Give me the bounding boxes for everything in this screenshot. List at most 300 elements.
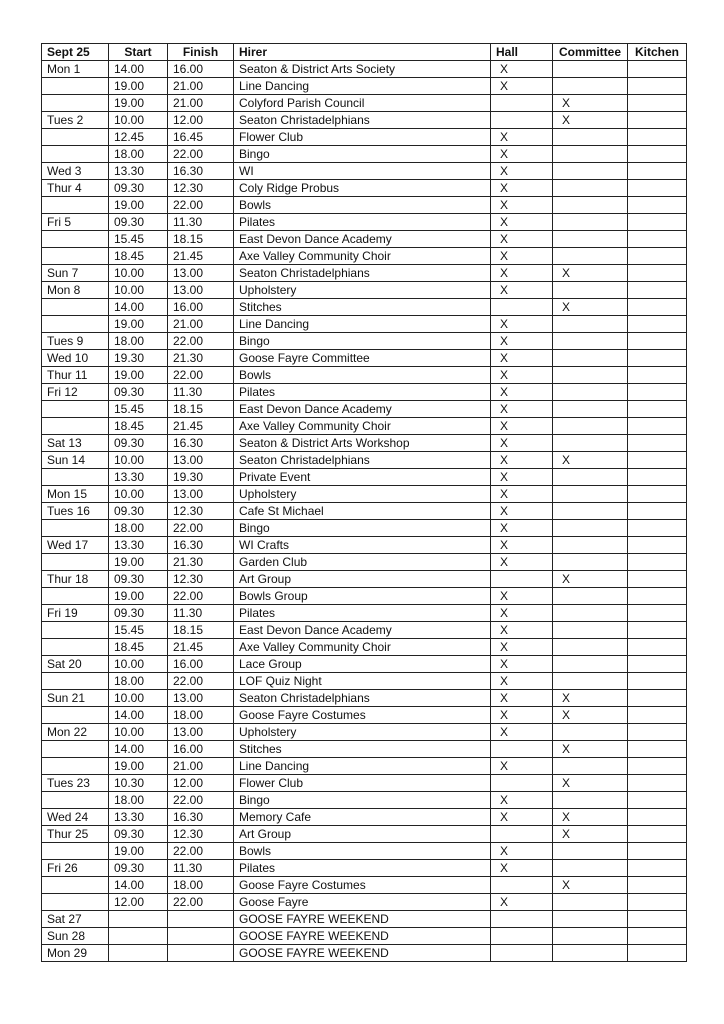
cell-start: 19.00	[109, 95, 168, 112]
cell-hirer: Line Dancing	[234, 316, 491, 333]
cell-date: Wed 24	[42, 809, 109, 826]
cell-committee	[553, 758, 628, 775]
cell-kitchen	[628, 78, 687, 95]
cell-hirer: Bowls	[234, 367, 491, 384]
header-committee: Committee	[553, 44, 628, 61]
cell-start: 19.00	[109, 554, 168, 571]
cell-hall: X	[491, 622, 553, 639]
cell-kitchen	[628, 826, 687, 843]
table-row	[42, 350, 687, 367]
cell-kitchen	[628, 775, 687, 792]
cell-start: 09.30	[109, 180, 168, 197]
cell-finish: 22.00	[168, 673, 234, 690]
cell-start: 10.00	[109, 724, 168, 741]
cell-kitchen	[628, 724, 687, 741]
cell-date	[42, 95, 109, 112]
cell-start: 15.45	[109, 231, 168, 248]
cell-date	[42, 622, 109, 639]
table-row	[42, 112, 687, 129]
cell-finish: 21.45	[168, 639, 234, 656]
cell-hall: X	[491, 656, 553, 673]
cell-date: Fri 26	[42, 860, 109, 877]
cell-finish: 18.15	[168, 231, 234, 248]
cell-kitchen	[628, 537, 687, 554]
cell-committee	[553, 333, 628, 350]
cell-hall: X	[491, 214, 553, 231]
cell-kitchen	[628, 265, 687, 282]
cell-finish: 18.15	[168, 401, 234, 418]
cell-hirer: Goose Fayre	[234, 894, 491, 911]
cell-hall	[491, 877, 553, 894]
cell-hall: X	[491, 843, 553, 860]
cell-finish: 16.30	[168, 163, 234, 180]
cell-hall: X	[491, 61, 553, 78]
cell-start: 14.00	[109, 741, 168, 758]
cell-hall: X	[491, 180, 553, 197]
table-row	[42, 401, 687, 418]
cell-hirer: Goose Fayre Costumes	[234, 877, 491, 894]
cell-kitchen	[628, 690, 687, 707]
table-row	[42, 758, 687, 775]
cell-kitchen	[628, 792, 687, 809]
cell-committee	[553, 231, 628, 248]
cell-start: 18.00	[109, 146, 168, 163]
table-row	[42, 945, 687, 962]
cell-committee	[553, 588, 628, 605]
cell-hirer: Axe Valley Community Choir	[234, 418, 491, 435]
cell-hirer: Line Dancing	[234, 758, 491, 775]
cell-kitchen	[628, 622, 687, 639]
cell-start: 18.00	[109, 673, 168, 690]
cell-kitchen	[628, 401, 687, 418]
cell-date	[42, 129, 109, 146]
cell-committee	[553, 724, 628, 741]
cell-date: Thur 11	[42, 367, 109, 384]
cell-committee	[553, 928, 628, 945]
cell-hirer: WI	[234, 163, 491, 180]
cell-committee	[553, 61, 628, 78]
cell-start: 13.30	[109, 809, 168, 826]
cell-date	[42, 78, 109, 95]
cell-kitchen	[628, 197, 687, 214]
cell-kitchen	[628, 452, 687, 469]
cell-hirer: Bowls Group	[234, 588, 491, 605]
cell-hirer: Pilates	[234, 384, 491, 401]
header-start: Start	[109, 44, 168, 61]
cell-kitchen	[628, 129, 687, 146]
cell-finish: 19.30	[168, 469, 234, 486]
cell-finish: 12.30	[168, 180, 234, 197]
cell-hirer: Seaton & District Arts Society	[234, 61, 491, 78]
cell-hirer: East Devon Dance Academy	[234, 401, 491, 418]
cell-hall: X	[491, 367, 553, 384]
cell-hall: X	[491, 707, 553, 724]
cell-hirer: Art Group	[234, 571, 491, 588]
cell-start: 13.30	[109, 537, 168, 554]
table-row	[42, 418, 687, 435]
cell-start: 10.00	[109, 282, 168, 299]
cell-kitchen	[628, 316, 687, 333]
cell-kitchen	[628, 639, 687, 656]
cell-finish: 22.00	[168, 894, 234, 911]
cell-finish: 13.00	[168, 724, 234, 741]
cell-finish: 18.00	[168, 877, 234, 894]
table-row	[42, 537, 687, 554]
cell-hall: X	[491, 78, 553, 95]
cell-date	[42, 197, 109, 214]
cell-kitchen	[628, 180, 687, 197]
cell-committee	[553, 146, 628, 163]
cell-date	[42, 231, 109, 248]
cell-hall: X	[491, 197, 553, 214]
cell-hall: X	[491, 809, 553, 826]
cell-hirer: Pilates	[234, 860, 491, 877]
cell-finish: 22.00	[168, 367, 234, 384]
cell-kitchen	[628, 112, 687, 129]
cell-hirer: Stitches	[234, 299, 491, 316]
cell-finish: 11.30	[168, 860, 234, 877]
cell-committee: X	[553, 571, 628, 588]
cell-hall: X	[491, 639, 553, 656]
cell-date: Wed 17	[42, 537, 109, 554]
cell-hall: X	[491, 384, 553, 401]
cell-date: Mon 22	[42, 724, 109, 741]
header-date: Sept 25	[42, 44, 109, 61]
cell-hirer: Goose Fayre Costumes	[234, 707, 491, 724]
cell-start: 13.30	[109, 163, 168, 180]
cell-kitchen	[628, 333, 687, 350]
cell-kitchen	[628, 571, 687, 588]
cell-finish: 22.00	[168, 197, 234, 214]
cell-date: Sun 14	[42, 452, 109, 469]
cell-hirer: Memory Cafe	[234, 809, 491, 826]
cell-hall	[491, 775, 553, 792]
cell-finish: 16.00	[168, 656, 234, 673]
cell-committee	[553, 197, 628, 214]
cell-hall: X	[491, 605, 553, 622]
header-row	[42, 44, 687, 61]
table-row	[42, 214, 687, 231]
cell-start: 10.00	[109, 656, 168, 673]
cell-start: 19.00	[109, 367, 168, 384]
cell-hall: X	[491, 537, 553, 554]
cell-hirer: Upholstery	[234, 282, 491, 299]
table-row	[42, 435, 687, 452]
cell-hirer: East Devon Dance Academy	[234, 231, 491, 248]
cell-start: 10.00	[109, 112, 168, 129]
cell-kitchen	[628, 367, 687, 384]
cell-committee	[553, 639, 628, 656]
cell-hall: X	[491, 146, 553, 163]
cell-committee	[553, 282, 628, 299]
cell-start: 18.45	[109, 248, 168, 265]
cell-finish: 21.30	[168, 350, 234, 367]
cell-finish: 13.00	[168, 690, 234, 707]
cell-hall: X	[491, 486, 553, 503]
cell-kitchen	[628, 299, 687, 316]
cell-date: Tues 9	[42, 333, 109, 350]
cell-hall: X	[491, 860, 553, 877]
cell-finish: 16.00	[168, 299, 234, 316]
cell-hirer: Upholstery	[234, 486, 491, 503]
header-hirer: Hirer	[234, 44, 491, 61]
header-hall: Hall	[491, 44, 553, 61]
table-row	[42, 384, 687, 401]
cell-finish: 22.00	[168, 333, 234, 350]
cell-committee	[553, 316, 628, 333]
cell-kitchen	[628, 741, 687, 758]
cell-kitchen	[628, 503, 687, 520]
cell-committee	[553, 401, 628, 418]
table-row	[42, 469, 687, 486]
cell-hall: X	[491, 469, 553, 486]
cell-date	[42, 469, 109, 486]
cell-start: 18.45	[109, 639, 168, 656]
cell-kitchen	[628, 673, 687, 690]
cell-date	[42, 894, 109, 911]
cell-kitchen	[628, 469, 687, 486]
cell-hall	[491, 112, 553, 129]
cell-hall	[491, 571, 553, 588]
cell-finish: 12.30	[168, 826, 234, 843]
cell-start: 18.45	[109, 418, 168, 435]
cell-kitchen	[628, 911, 687, 928]
cell-kitchen	[628, 877, 687, 894]
table-row	[42, 129, 687, 146]
cell-committee	[553, 894, 628, 911]
cell-finish: 22.00	[168, 843, 234, 860]
cell-kitchen	[628, 894, 687, 911]
cell-start: 10.00	[109, 452, 168, 469]
cell-kitchen	[628, 588, 687, 605]
cell-hirer: Bingo	[234, 146, 491, 163]
table-row	[42, 316, 687, 333]
booking-sheet	[41, 43, 687, 962]
cell-start: 19.00	[109, 316, 168, 333]
cell-start: 09.30	[109, 605, 168, 622]
cell-start: 14.00	[109, 299, 168, 316]
cell-finish: 16.30	[168, 537, 234, 554]
table-row	[42, 724, 687, 741]
cell-hirer: Stitches	[234, 741, 491, 758]
cell-hall: X	[491, 520, 553, 537]
cell-hirer: Art Group	[234, 826, 491, 843]
cell-hall	[491, 741, 553, 758]
cell-date: Mon 15	[42, 486, 109, 503]
cell-hall: X	[491, 316, 553, 333]
table-row	[42, 486, 687, 503]
cell-start: 18.00	[109, 792, 168, 809]
cell-hall: X	[491, 452, 553, 469]
cell-finish: 13.00	[168, 265, 234, 282]
cell-date	[42, 146, 109, 163]
cell-hirer: Seaton Christadelphians	[234, 112, 491, 129]
cell-start	[109, 928, 168, 945]
cell-finish: 13.00	[168, 282, 234, 299]
cell-start	[109, 911, 168, 928]
cell-hall: X	[491, 503, 553, 520]
cell-date	[42, 758, 109, 775]
table-row	[42, 282, 687, 299]
cell-committee	[553, 384, 628, 401]
cell-hall: X	[491, 248, 553, 265]
cell-hirer: GOOSE FAYRE WEEKEND	[234, 911, 491, 928]
cell-committee: X	[553, 452, 628, 469]
cell-start: 14.00	[109, 707, 168, 724]
cell-hall: X	[491, 724, 553, 741]
cell-hirer: Axe Valley Community Choir	[234, 639, 491, 656]
cell-date: Fri 5	[42, 214, 109, 231]
cell-committee	[553, 537, 628, 554]
cell-date: Sat 20	[42, 656, 109, 673]
cell-hall: X	[491, 554, 553, 571]
cell-date	[42, 520, 109, 537]
booking-table	[41, 43, 687, 962]
cell-date	[42, 248, 109, 265]
cell-start: 12.00	[109, 894, 168, 911]
cell-date	[42, 554, 109, 571]
cell-date: Mon 1	[42, 61, 109, 78]
table-row	[42, 180, 687, 197]
cell-start: 09.30	[109, 503, 168, 520]
cell-committee	[553, 860, 628, 877]
cell-finish: 11.30	[168, 605, 234, 622]
cell-finish: 13.00	[168, 486, 234, 503]
cell-kitchen	[628, 61, 687, 78]
cell-date: Wed 3	[42, 163, 109, 180]
cell-committee	[553, 911, 628, 928]
cell-date	[42, 843, 109, 860]
table-row	[42, 78, 687, 95]
table-row	[42, 231, 687, 248]
cell-kitchen	[628, 945, 687, 962]
cell-hirer: Bowls	[234, 197, 491, 214]
cell-committee	[553, 622, 628, 639]
cell-hall: X	[491, 282, 553, 299]
cell-hall: X	[491, 418, 553, 435]
cell-finish: 21.00	[168, 758, 234, 775]
cell-hall: X	[491, 163, 553, 180]
cell-committee	[553, 656, 628, 673]
cell-hall	[491, 945, 553, 962]
cell-hirer: Garden Club	[234, 554, 491, 571]
cell-finish: 21.45	[168, 248, 234, 265]
cell-committee	[553, 520, 628, 537]
cell-hall: X	[491, 435, 553, 452]
cell-date: Mon 8	[42, 282, 109, 299]
cell-kitchen	[628, 554, 687, 571]
cell-hall: X	[491, 894, 553, 911]
cell-kitchen	[628, 435, 687, 452]
cell-finish: 22.00	[168, 792, 234, 809]
cell-committee	[553, 418, 628, 435]
cell-committee	[553, 248, 628, 265]
cell-start: 09.30	[109, 826, 168, 843]
table-row	[42, 265, 687, 282]
cell-start: 15.45	[109, 401, 168, 418]
cell-committee	[553, 792, 628, 809]
cell-kitchen	[628, 843, 687, 860]
cell-committee	[553, 163, 628, 180]
cell-start: 10.00	[109, 690, 168, 707]
cell-hirer: GOOSE FAYRE WEEKEND	[234, 945, 491, 962]
table-row	[42, 605, 687, 622]
table-row	[42, 367, 687, 384]
table-row	[42, 775, 687, 792]
cell-finish: 16.45	[168, 129, 234, 146]
cell-kitchen	[628, 384, 687, 401]
cell-finish: 21.00	[168, 95, 234, 112]
header-finish: Finish	[168, 44, 234, 61]
table-row	[42, 554, 687, 571]
cell-finish: 18.00	[168, 707, 234, 724]
cell-committee	[553, 673, 628, 690]
table-row	[42, 248, 687, 265]
cell-finish: 16.00	[168, 741, 234, 758]
cell-committee: X	[553, 741, 628, 758]
cell-date	[42, 792, 109, 809]
table-row	[42, 163, 687, 180]
cell-date: Mon 29	[42, 945, 109, 962]
cell-hall: X	[491, 231, 553, 248]
cell-kitchen	[628, 231, 687, 248]
booking-rows	[42, 61, 687, 962]
cell-start: 15.45	[109, 622, 168, 639]
cell-kitchen	[628, 214, 687, 231]
cell-kitchen	[628, 928, 687, 945]
cell-date	[42, 707, 109, 724]
cell-hirer: Upholstery	[234, 724, 491, 741]
table-row	[42, 911, 687, 928]
cell-hall: X	[491, 333, 553, 350]
cell-date	[42, 299, 109, 316]
cell-hirer: Colyford Parish Council	[234, 95, 491, 112]
cell-hirer: Coly Ridge Probus	[234, 180, 491, 197]
cell-date: Sun 7	[42, 265, 109, 282]
cell-hirer: Goose Fayre Committee	[234, 350, 491, 367]
table-row	[42, 860, 687, 877]
table-row	[42, 95, 687, 112]
cell-hirer: WI Crafts	[234, 537, 491, 554]
cell-kitchen	[628, 486, 687, 503]
cell-finish: 12.00	[168, 775, 234, 792]
table-row	[42, 520, 687, 537]
cell-date	[42, 639, 109, 656]
cell-kitchen	[628, 520, 687, 537]
cell-hirer: Flower Club	[234, 129, 491, 146]
cell-committee: X	[553, 707, 628, 724]
cell-finish: 21.00	[168, 78, 234, 95]
cell-kitchen	[628, 95, 687, 112]
cell-date	[42, 877, 109, 894]
cell-hall	[491, 299, 553, 316]
cell-hirer: LOF Quiz Night	[234, 673, 491, 690]
cell-hall: X	[491, 690, 553, 707]
cell-committee	[553, 469, 628, 486]
cell-hirer: Bingo	[234, 792, 491, 809]
cell-date	[42, 316, 109, 333]
cell-hall: X	[491, 588, 553, 605]
cell-start: 19.00	[109, 78, 168, 95]
cell-hall: X	[491, 401, 553, 418]
table-row	[42, 299, 687, 316]
cell-committee: X	[553, 775, 628, 792]
cell-date: Tues 16	[42, 503, 109, 520]
cell-date: Thur 18	[42, 571, 109, 588]
table-row	[42, 809, 687, 826]
cell-finish: 22.00	[168, 588, 234, 605]
cell-committee	[553, 503, 628, 520]
